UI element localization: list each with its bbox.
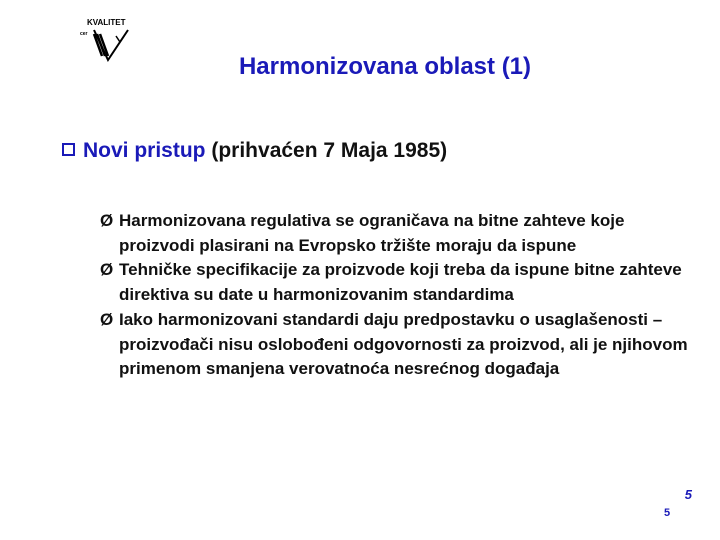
square-bullet-icon — [62, 143, 75, 156]
slide-title: Harmonizovana oblast (1) — [238, 53, 532, 80]
list-item — [100, 209, 700, 258]
page-number-small: 5 — [664, 507, 671, 519]
page-number-large: 5 — [684, 487, 692, 502]
arrow-bullet-icon: Ø — [100, 260, 114, 280]
heading-accent: Novi pristup — [83, 139, 206, 162]
list-item — [100, 258, 700, 307]
list-item — [100, 308, 700, 382]
bullet-text: Tehničke specifikacije za proizvode koji treba da ispune bitne zahteve direktiva su date u harmonizovanim standardima — [119, 260, 682, 305]
arrow-bullet-icon: Ø — [100, 211, 114, 230]
section-heading — [62, 139, 447, 163]
bullet-text: Iako harmonizovani standardi daju predpostavku o usaglašenosti –proizvođači nisu oslobođeni odgovornosti za proizvod, ali je njihovom primenom smanjena verovatnoća nesrećnog događaja — [119, 309, 688, 379]
heading-rest: (prihvaćen 7 Maja 1985) — [211, 139, 448, 162]
logo-small-text: cer — [80, 31, 88, 37]
bullet-list — [100, 209, 700, 382]
logo-wordmark: KVALITET — [87, 18, 126, 27]
bullet-text: Harmonizovana regulativa se ograničava na bitne zahteve koje proizvodi plasirani na Evropsko tržište moraju da ispune — [119, 211, 625, 255]
arrow-bullet-icon: Ø — [100, 309, 114, 329]
